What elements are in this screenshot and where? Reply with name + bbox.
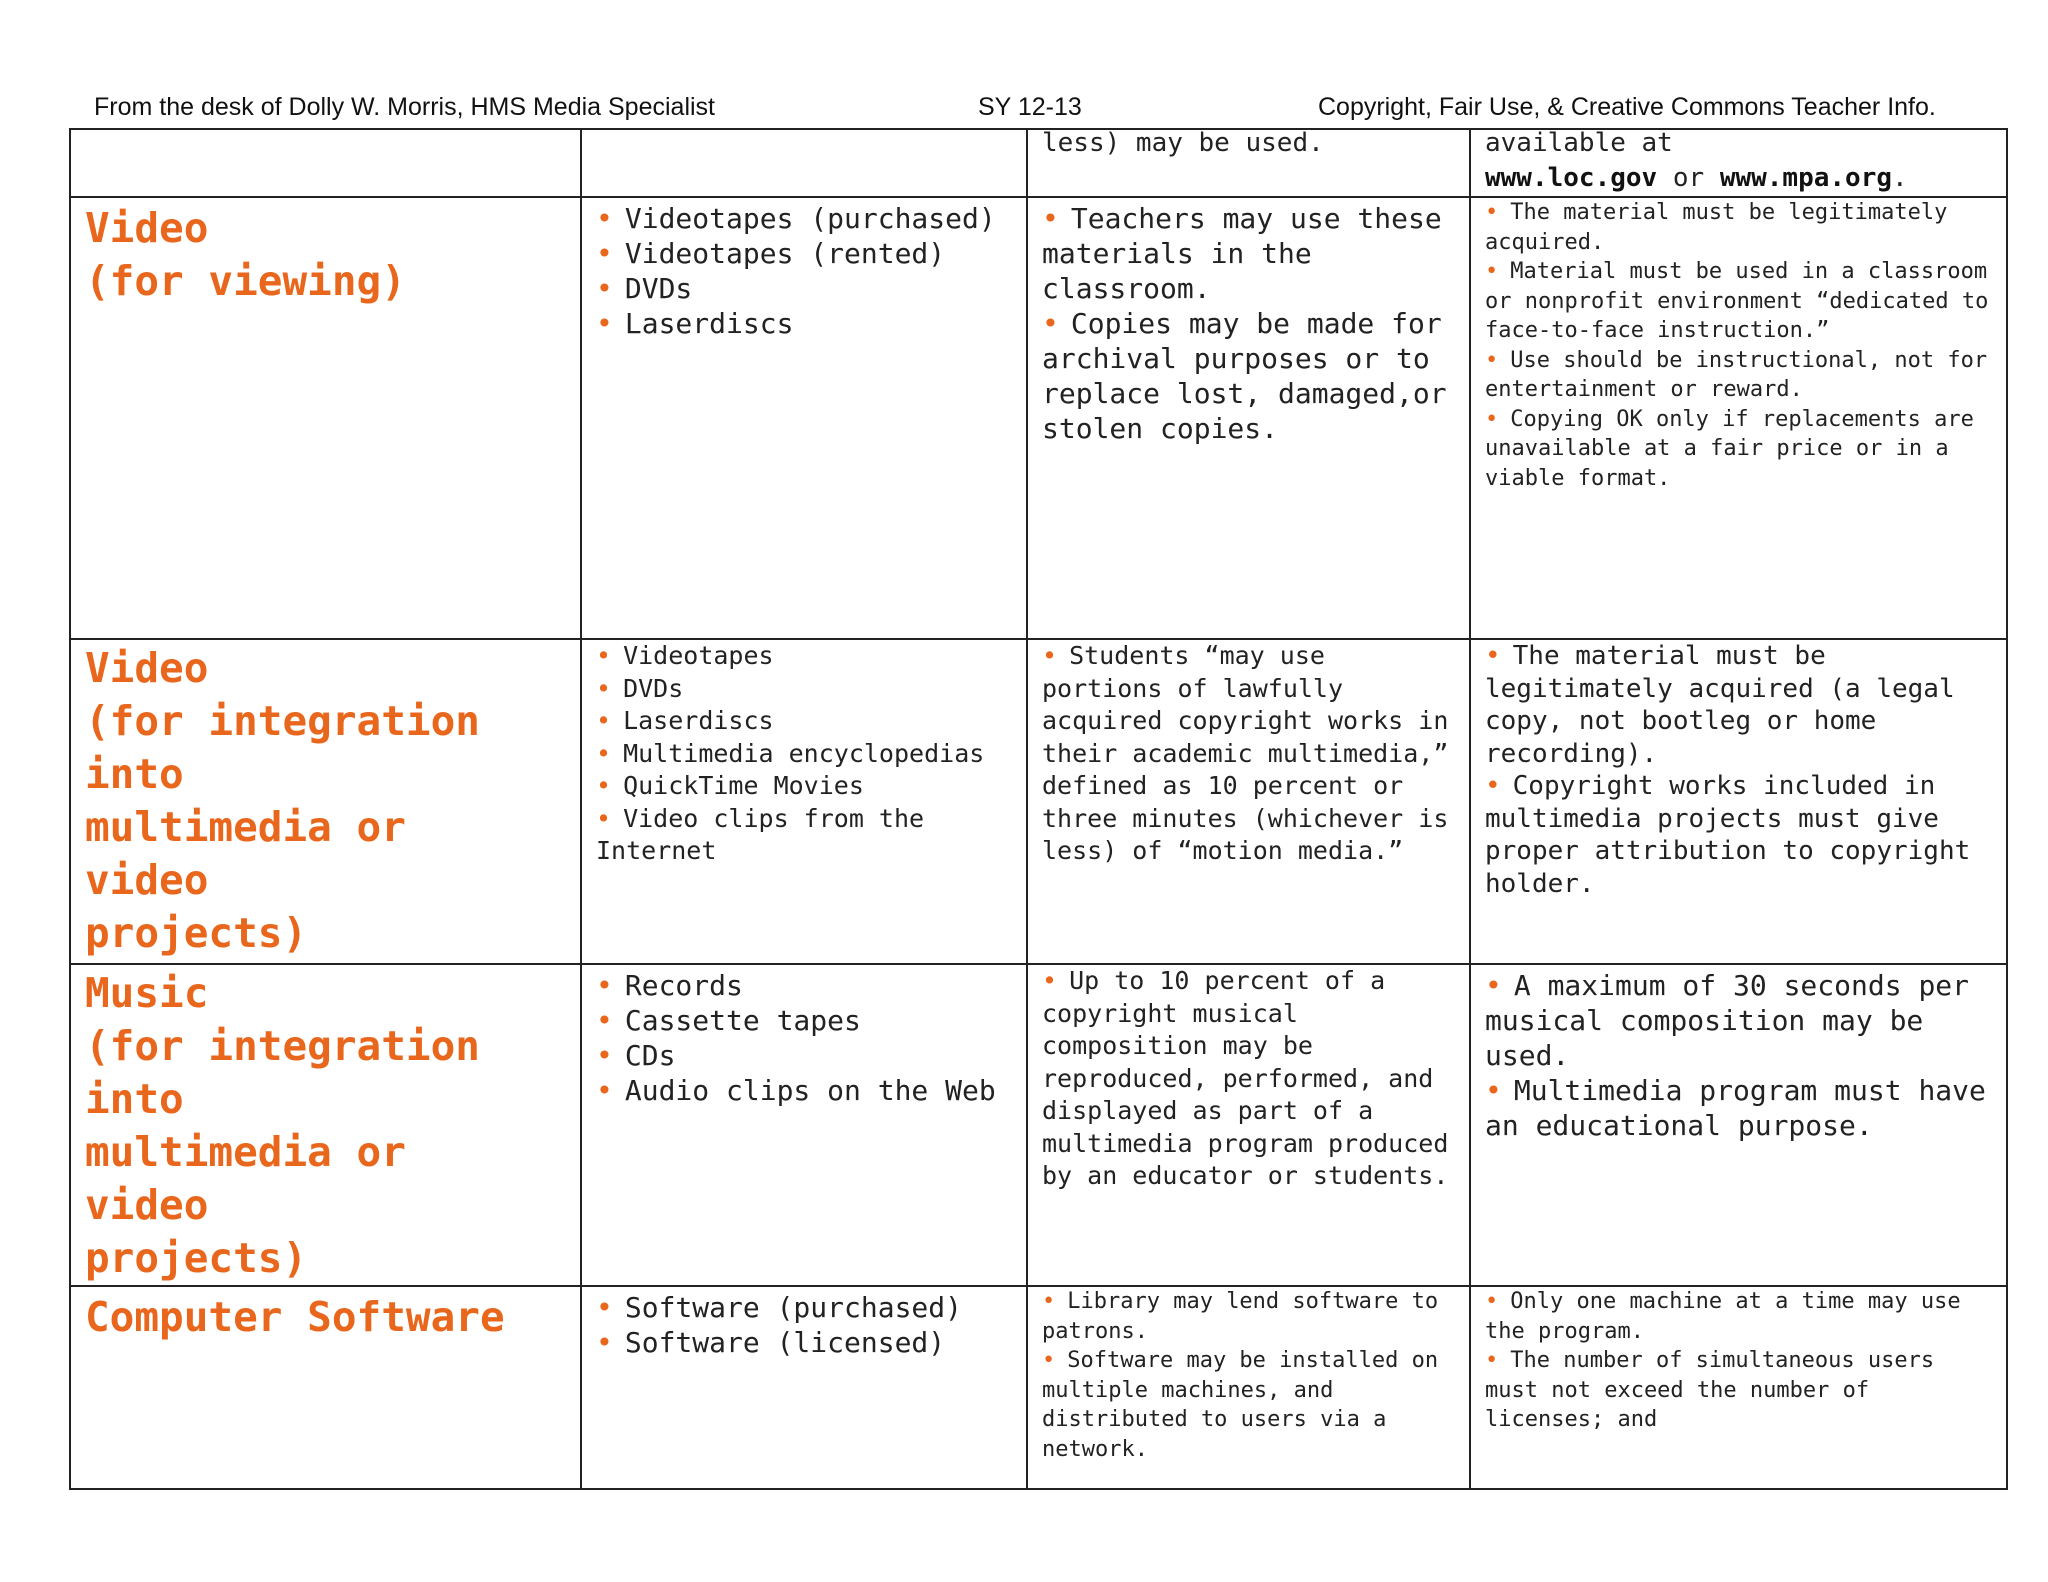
list-item: • Records xyxy=(596,969,743,1002)
category-line: projects) xyxy=(85,1234,308,1282)
bullet-icon: • xyxy=(596,641,612,670)
bullet-icon: • xyxy=(596,706,612,735)
category-line: into xyxy=(85,1075,184,1123)
list-item: • Software may be installed on multiple machines, and distributed to users via a network. xyxy=(1042,1348,1439,1462)
bullet-icon: • xyxy=(596,307,613,340)
category-title xyxy=(85,642,566,960)
guidelines-cell xyxy=(1027,197,1470,639)
list-item: • Videotapes (purchased) xyxy=(596,202,996,235)
bullet-icon: • xyxy=(1485,969,1502,1002)
category-line: into xyxy=(85,750,184,798)
guideline-text: less) may be used. xyxy=(1042,129,1324,158)
page-header xyxy=(0,93,2048,127)
bullet-icon: • xyxy=(596,673,612,703)
category-title xyxy=(85,1291,566,1344)
notes-list xyxy=(1485,968,1992,1143)
bullet-icon: • xyxy=(1042,202,1059,235)
list-item: • Audio clips on the Web xyxy=(596,1074,996,1107)
table-row xyxy=(70,1286,2007,1489)
bullet-icon: • xyxy=(596,803,612,833)
table-row xyxy=(70,129,2007,197)
mpa-link[interactable]: www.mpa.org xyxy=(1719,163,1892,193)
media-cell xyxy=(581,1286,1027,1489)
list-item: • Software (purchased) xyxy=(596,1291,963,1324)
bullet-icon: • xyxy=(596,1004,613,1037)
list-item: • DVDs xyxy=(596,272,693,305)
bullet-icon: • xyxy=(1042,1289,1056,1314)
list-item: • Cassette tapes xyxy=(596,1004,861,1037)
guidelines-list xyxy=(1042,201,1455,446)
category-line: multimedia or xyxy=(85,803,406,851)
list-item: • CDs xyxy=(596,1039,676,1072)
bullet-icon: • xyxy=(596,969,613,1002)
list-item: • Laserdiscs xyxy=(596,307,794,340)
category-line: projects) xyxy=(85,909,308,957)
list-item: • Videotapes (rented) xyxy=(596,237,946,270)
category-line: video xyxy=(85,856,209,904)
category-title xyxy=(85,967,566,1285)
bullet-icon: • xyxy=(1485,259,1499,284)
category-cell xyxy=(70,964,581,1286)
media-list xyxy=(596,640,1012,868)
guidelines-cell xyxy=(1027,1286,1470,1489)
list-item: • Multimedia program must have an educational purpose. xyxy=(1485,1074,1986,1142)
list-item: • A maximum of 30 seconds per musical composition may be used. xyxy=(1485,969,1970,1072)
media-cell xyxy=(581,129,1027,197)
media-list xyxy=(596,201,1012,341)
notes-cell xyxy=(1470,639,2007,964)
category-cell xyxy=(70,639,581,964)
table-row xyxy=(70,964,2007,1286)
list-item: • Copying OK only if replacements are unavailable at a fair price or in a viable format. xyxy=(1485,406,1974,491)
list-item: • Copyright works included in multimedia projects must give proper attribution to copyright holder. xyxy=(1485,771,1971,899)
media-list xyxy=(596,968,1012,1108)
note-text: or xyxy=(1657,163,1720,193)
list-item: • Software (licensed) xyxy=(596,1326,946,1359)
header-author: From the desk of Dolly W. Morris, HMS Media Specialist xyxy=(94,93,715,121)
media-cell xyxy=(581,964,1027,1286)
bullet-icon: • xyxy=(1485,1348,1499,1373)
category-line: video xyxy=(85,1181,209,1229)
list-item: • Up to 10 percent of a copyright musical composition may be reproduced, performed, and displayed as part of a multimedia program produced by an educator or students. xyxy=(1042,966,1449,1190)
list-item: • QuickTime Movies xyxy=(596,771,864,800)
bullet-icon: • xyxy=(1485,406,1499,432)
notes-list xyxy=(1485,198,1992,493)
bullet-icon: • xyxy=(596,202,613,235)
list-item: • Students “may use portions of lawfully acquired copyright works in their academic multimedia,” defined as 10 percent or three minutes (whichever is less) of “motion media.” xyxy=(1042,641,1449,865)
notes-cell xyxy=(1470,964,2007,1286)
category-line: Computer Software xyxy=(85,1293,505,1341)
category-title xyxy=(85,202,566,308)
media-cell xyxy=(581,639,1027,964)
bullet-icon: • xyxy=(596,738,612,768)
bullet-icon: • xyxy=(1042,307,1059,340)
category-line: Video xyxy=(85,644,209,692)
bullet-icon: • xyxy=(1042,1348,1056,1373)
note-text: available at xyxy=(1485,129,1673,158)
table-row xyxy=(70,197,2007,639)
list-item: • Teachers may use these materials in the classroom. xyxy=(1042,202,1442,305)
guidelines-cell xyxy=(1027,964,1470,1286)
bullet-icon: • xyxy=(1042,966,1058,995)
bullet-icon: • xyxy=(1485,641,1501,671)
notes-list xyxy=(1485,640,1992,900)
bullet-icon: • xyxy=(596,1326,613,1359)
category-line: (for integration xyxy=(85,697,480,745)
bullet-icon: • xyxy=(1485,347,1499,373)
category-line: (for integration xyxy=(85,1022,480,1070)
guidelines-list xyxy=(1042,965,1455,1193)
bullet-icon: • xyxy=(596,771,612,800)
guidelines-list xyxy=(1042,1287,1455,1464)
bullet-icon: • xyxy=(1485,1289,1499,1314)
guidelines-cell xyxy=(1027,639,1470,964)
bullet-icon: • xyxy=(1042,641,1058,670)
list-item: • Library may lend software to patrons. xyxy=(1042,1289,1439,1344)
bullet-icon: • xyxy=(596,1291,613,1324)
media-list xyxy=(596,1290,1012,1360)
list-item: • Copies may be made for archival purposes or to replace lost, damaged,or stolen copies. xyxy=(1042,307,1447,445)
category-line: (for viewing) xyxy=(85,257,406,305)
media-cell xyxy=(581,197,1027,639)
table-row xyxy=(70,639,2007,964)
notes-cell xyxy=(1470,197,2007,639)
bullet-icon: • xyxy=(596,1039,613,1072)
category-cell xyxy=(70,1286,581,1489)
bullet-icon: • xyxy=(596,237,613,270)
loc-link[interactable]: www.loc.gov xyxy=(1485,163,1658,193)
bullet-icon: • xyxy=(1485,771,1501,801)
header-document-title: Copyright, Fair Use, & Creative Commons Teacher Info. xyxy=(1318,93,1936,121)
list-item: • Multimedia encyclopedias xyxy=(596,738,985,768)
copyright-guidelines-table xyxy=(69,128,2008,1490)
list-item: • Material must be used in a classroom or nonprofit environment “dedicated to face-to-face instruction.” xyxy=(1485,259,1989,343)
list-item: • Video clips from the Internet xyxy=(596,803,925,865)
notes-list xyxy=(1485,1287,1992,1435)
list-item: • Use should be instructional, not for entertainment or reward. xyxy=(1485,347,1988,402)
guidelines-cell xyxy=(1027,129,1470,197)
category-line: multimedia or xyxy=(85,1128,406,1176)
category-line: Music xyxy=(85,969,209,1017)
list-item: • Videotapes xyxy=(596,641,774,670)
category-cell xyxy=(70,129,581,197)
note-text: . xyxy=(1892,163,1908,193)
list-item: • The material must be legitimately acquired (a legal copy, not bootleg or home recording). xyxy=(1485,641,1955,769)
notes-cell xyxy=(1470,129,2007,197)
category-cell xyxy=(70,197,581,639)
bullet-icon: • xyxy=(1485,1074,1502,1107)
bullet-icon: • xyxy=(1485,200,1499,225)
header-school-year: SY 12-13 xyxy=(978,93,1082,121)
list-item: • Only one machine at a time may use the program. xyxy=(1485,1289,1961,1344)
bullet-icon: • xyxy=(596,1074,613,1107)
notes-cell xyxy=(1470,1286,2007,1489)
list-item: • The number of simultaneous users must not exceed the number of licenses; and xyxy=(1485,1348,1935,1432)
list-item: • DVDs xyxy=(596,673,684,703)
bullet-icon: • xyxy=(596,272,613,305)
list-item: • Laserdiscs xyxy=(596,706,774,735)
category-line: Video xyxy=(85,204,209,252)
guidelines-list xyxy=(1042,640,1455,868)
list-item: • The material must be legitimately acquired. xyxy=(1485,200,1948,255)
